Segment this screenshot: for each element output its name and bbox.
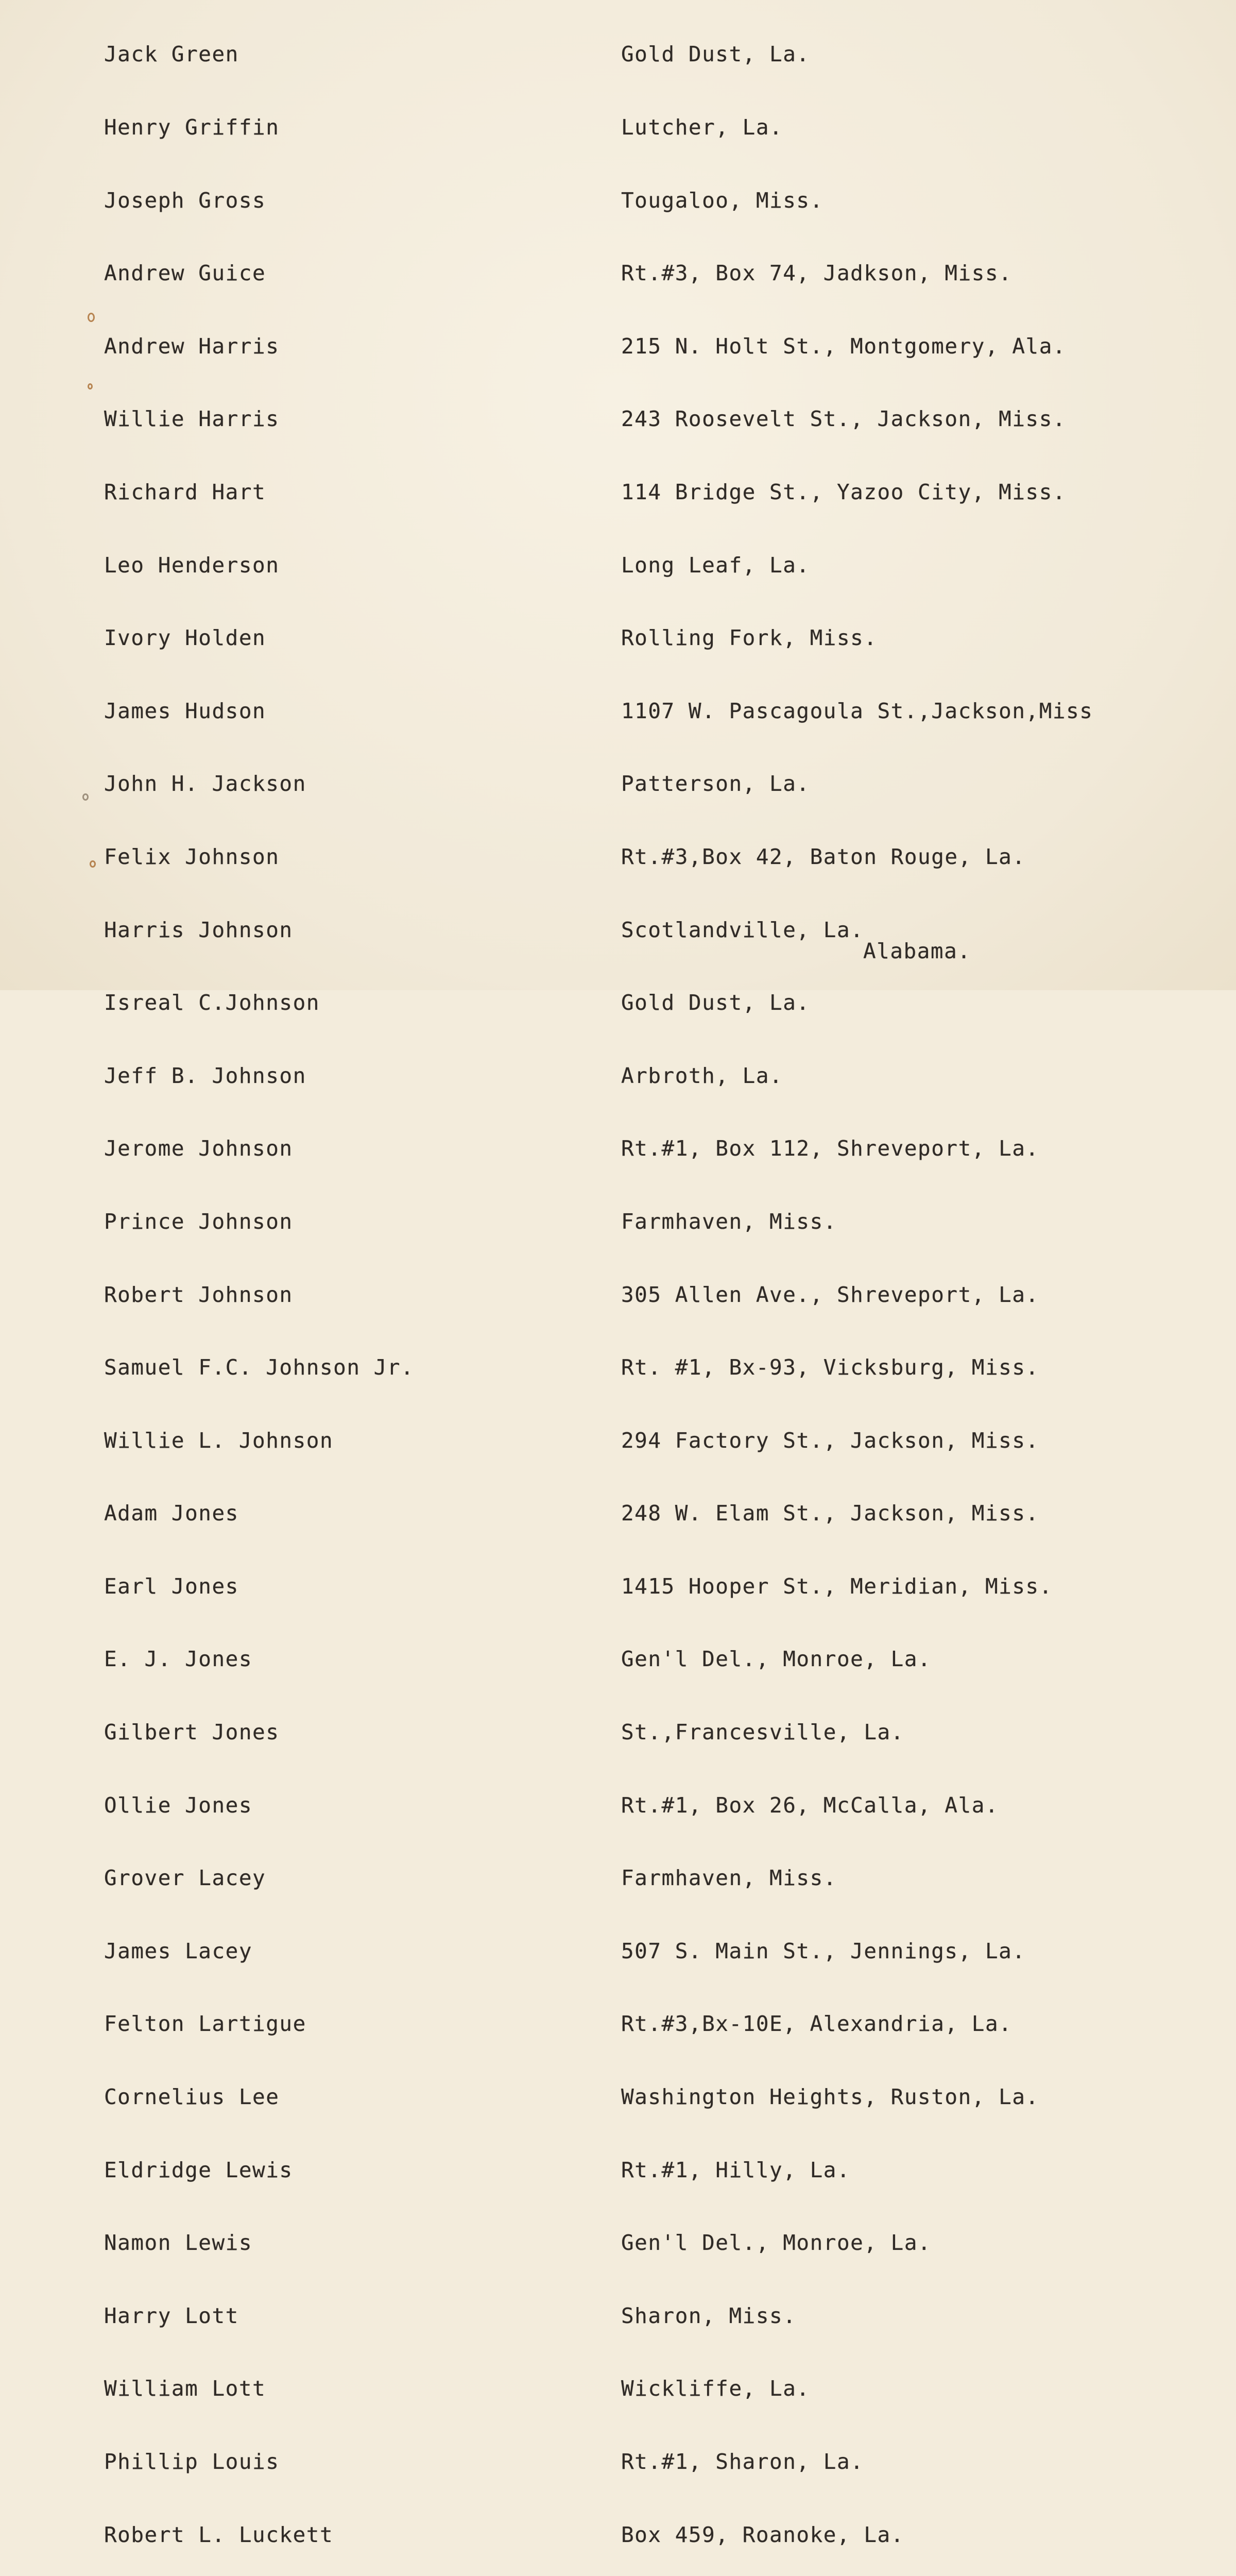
address-entry: Patterson, La. bbox=[621, 771, 810, 796]
pencil-mark-icon bbox=[90, 860, 96, 868]
address-entry: Scotlandville, La. bbox=[621, 917, 864, 942]
name-entry: E. J. Jones bbox=[104, 1647, 253, 1672]
address-entry: 243 Roosevelt St., Jackson, Miss. bbox=[621, 406, 1067, 432]
name-entry: Willie L. Johnson bbox=[104, 1428, 334, 1453]
address-entry: Rt.#1, Box 26, McCalla, Ala. bbox=[621, 1792, 999, 1818]
name-entry: Eldridge Lewis bbox=[104, 2157, 293, 2182]
address-entry: Wickliffe, La. bbox=[621, 2376, 810, 2401]
address-entry: 1107 W. Pascagoula St.,Jackson,Miss bbox=[621, 698, 1093, 723]
address-entry: Box 459, Roanoke, La. bbox=[621, 2522, 904, 2547]
names-column bbox=[104, 0, 414, 2576]
pencil-mark-icon bbox=[82, 793, 89, 801]
name-entry: Gilbert Jones bbox=[104, 1720, 280, 1745]
address-entry: Rt.#3,Box 42, Baton Rouge, La. bbox=[621, 844, 1026, 869]
name-entry: Jeff B. Johnson bbox=[104, 1063, 306, 1088]
address-entry: 507 S. Main St., Jennings, La. bbox=[621, 1938, 1026, 1963]
address-entry: Gen'l Del., Monroe, La. bbox=[621, 1647, 932, 1672]
name-entry: Samuel F.C. Johnson Jr. bbox=[104, 1355, 415, 1380]
name-entry: Andrew Harris bbox=[104, 333, 280, 359]
address-continuation: Alabama. bbox=[863, 939, 971, 963]
name-entry: Richard Hart bbox=[104, 479, 266, 504]
address-entry: Rt.#3,Bx-10E, Alexandria, La. bbox=[621, 2011, 1012, 2037]
name-entry: Adam Jones bbox=[104, 1501, 239, 1526]
address-entry: Long Leaf, La. bbox=[621, 552, 810, 578]
address-entry: 305 Allen Ave., Shreveport, La. bbox=[621, 1282, 1039, 1307]
address-entry: Gold Dust, La. bbox=[621, 990, 810, 1015]
address-entry: Washington Heights, Ruston, La. bbox=[621, 2084, 1039, 2110]
name-entry: William Lott bbox=[104, 2376, 266, 2401]
address-entry: Rolling Fork, Miss. bbox=[621, 625, 878, 651]
name-entry: Robert L. Luckett bbox=[104, 2522, 334, 2547]
name-entry: Harry Lott bbox=[104, 2303, 239, 2328]
pencil-mark-icon bbox=[88, 313, 95, 322]
address-entry: Rt.#1, Box 112, Shreveport, La. bbox=[621, 1136, 1039, 1161]
name-entry: Willie Harris bbox=[104, 406, 280, 432]
address-entry: St.,Francesville, La. bbox=[621, 1720, 904, 1745]
name-entry: Cornelius Lee bbox=[104, 2084, 280, 2110]
address-entry: Rt.#1, Sharon, La. bbox=[621, 2449, 864, 2474]
name-entry: Earl Jones bbox=[104, 1573, 239, 1599]
address-entry: Tougaloo, Miss. bbox=[621, 188, 823, 213]
name-entry: Jerome Johnson bbox=[104, 1136, 293, 1161]
address-entry: 114 Bridge St., Yazoo City, Miss. bbox=[621, 479, 1067, 504]
name-entry: Grover Lacey bbox=[104, 1866, 266, 1891]
address-entry: Sharon, Miss. bbox=[621, 2303, 797, 2328]
name-entry: James Lacey bbox=[104, 1938, 253, 1963]
address-entry: Rt.#1, Hilly, La. bbox=[621, 2157, 851, 2182]
address-entry: Gen'l Del., Monroe, La. bbox=[621, 2230, 932, 2256]
name-entry: Andrew Guice bbox=[104, 261, 266, 286]
name-entry: James Hudson bbox=[104, 698, 266, 723]
address-entry: Farmhaven, Miss. bbox=[621, 1866, 837, 1891]
name-entry: Henry Griffin bbox=[104, 115, 280, 140]
pencil-mark-icon bbox=[88, 383, 93, 389]
name-entry: Leo Henderson bbox=[104, 552, 280, 578]
name-entry: Felix Johnson bbox=[104, 844, 280, 869]
name-entry: Phillip Louis bbox=[104, 2449, 280, 2474]
name-entry: Harris Johnson bbox=[104, 917, 293, 942]
address-entry: Arbroth, La. bbox=[621, 1063, 783, 1088]
name-entry: Joseph Gross bbox=[104, 188, 266, 213]
address-entry: 294 Factory St., Jackson, Miss. bbox=[621, 1428, 1039, 1453]
name-entry: Namon Lewis bbox=[104, 2230, 253, 2256]
name-entry: Ivory Holden bbox=[104, 625, 266, 651]
name-entry: Robert Johnson bbox=[104, 1282, 293, 1307]
address-entry: 248 W. Elam St., Jackson, Miss. bbox=[621, 1501, 1039, 1526]
address-entry: Lutcher, La. bbox=[621, 115, 783, 140]
name-entry: Isreal C.Johnson bbox=[104, 990, 320, 1015]
address-entry: Gold Dust, La. bbox=[621, 42, 810, 67]
addresses-column bbox=[621, 0, 1093, 2576]
address-entry: Farmhaven, Miss. bbox=[621, 1209, 837, 1234]
address-entry: 215 N. Holt St., Montgomery, Ala. bbox=[621, 333, 1067, 359]
address-entry: 1415 Hooper St., Meridian, Miss. bbox=[621, 1573, 1053, 1599]
address-entry: Rt. #1, Bx-93, Vicksburg, Miss. bbox=[621, 1355, 1039, 1380]
name-entry: Prince Johnson bbox=[104, 1209, 293, 1234]
name-entry: Ollie Jones bbox=[104, 1792, 253, 1818]
name-entry: John H. Jackson bbox=[104, 771, 306, 796]
name-entry: Felton Lartigue bbox=[104, 2011, 306, 2037]
address-entry: Rt.#3, Box 74, Jadkson, Miss. bbox=[621, 261, 1012, 286]
name-entry: Jack Green bbox=[104, 42, 239, 67]
